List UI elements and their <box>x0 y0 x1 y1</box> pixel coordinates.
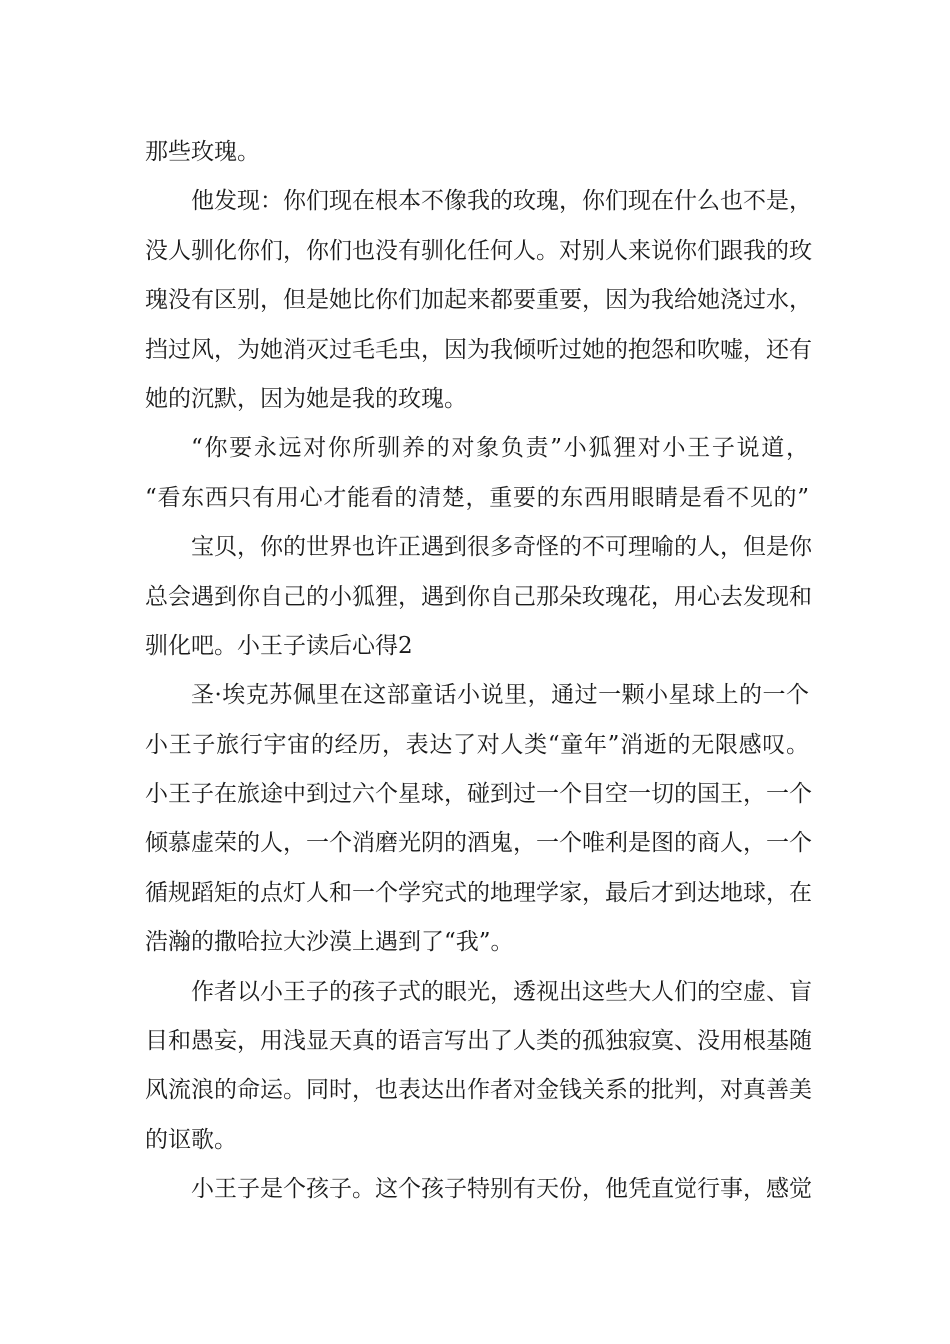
text-line: 那些玫瑰。 <box>145 139 260 165</box>
text-line: 小王子旅行宇宙的经历，表达了对人类“童年”消逝的无限感叹。 <box>145 731 809 758</box>
text-line: 目和愚妄，用浅显天真的语言写出了人类的孤独寂寞、没用根基随 <box>145 1028 812 1055</box>
paragraph-first-line: “你要永远对你所驯养的对象负责”小狐狸对小王子说道， <box>191 435 809 462</box>
paragraph-first-line: 圣·埃克苏佩里在这部童话小说里，通过一颗小星球上的一个 <box>191 682 809 709</box>
text-line: 瑰没有区别，但是她比你们加起来都要重要，因为我给她浇过水， <box>145 287 812 314</box>
text-line: 浩瀚的撒哈拉大沙漠上遇到了“我”。 <box>145 929 514 956</box>
text-line: 小王子在旅途中到过六个星球，碰到过一个目空一切的国王，一个 <box>145 781 812 808</box>
paragraph-first-line: 小王子是个孩子。这个孩子特别有天份，他凭直觉行事，感觉 <box>191 1176 812 1203</box>
text-line: 她的沉默，因为她是我的玫瑰。 <box>145 385 467 412</box>
paragraph-first-line: 作者以小王子的孩子式的眼光，透视出这些大人们的空虚、盲 <box>191 978 812 1005</box>
paragraph-first-line: 宝贝，你的世界也许正遇到很多奇怪的不可理喻的人，但是你 <box>191 534 812 561</box>
paragraph-first-line: 他发现：你们现在根本不像我的玫瑰，你们现在什么也不是， <box>191 188 812 215</box>
text-line: 没人驯化你们，你们也没有驯化任何人。对别人来说你们跟我的玫 <box>145 237 812 264</box>
text-line: 驯化吧。小王子读后心得2 <box>145 632 413 659</box>
text-line: 循规蹈矩的点灯人和一个学究式的地理学家，最后才到达地球，在 <box>145 879 812 906</box>
text-line: 倾慕虚荣的人，一个消磨光阴的酒鬼，一个唯利是图的商人，一个 <box>145 830 812 857</box>
text-line: 风流浪的命运。同时，也表达出作者对金钱关系的批判，对真善美 <box>145 1077 812 1104</box>
text-line: 总会遇到你自己的小狐狸，遇到你自己那朵玫瑰花，用心去发现和 <box>145 583 812 610</box>
text-line: 的讴歌。 <box>145 1126 237 1153</box>
text-line: 挡过风，为她消灭过毛毛虫，因为我倾听过她的抱怨和吹嘘，还有 <box>145 336 812 363</box>
body-text <box>145 128 812 1215</box>
text-line: “看东西只有用心才能看的清楚，重要的东西用眼睛是看不见的” <box>145 484 809 511</box>
